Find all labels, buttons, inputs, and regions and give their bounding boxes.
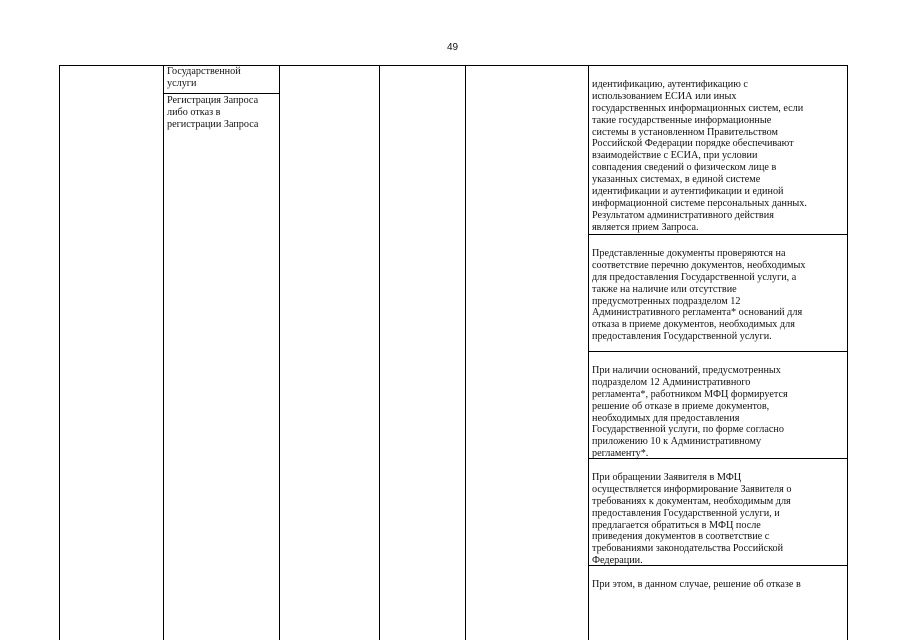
- col6-paragraph-2: Представленные документы проверяются на соответствие перечню документов, необходимых для предоставления Государственной услуги, а также на наличие или отсутствие предусмотренных подразделом 12 Административного регламента* оснований для отказа в приеме документов, необходимых для предоставления Государственной услуги.: [592, 247, 806, 343]
- column-divider-1: [163, 65, 164, 640]
- col6-divider-2: [588, 351, 847, 352]
- table-border-right: [847, 65, 848, 640]
- col6-block-5: [592, 567, 844, 603]
- document-table: [59, 65, 848, 640]
- col2-stage-name: Государственной услуги: [167, 66, 241, 89]
- column-divider-3: [379, 65, 380, 640]
- col6-block-3: [592, 353, 844, 472]
- col2-divider: [163, 93, 279, 94]
- col6-paragraph-1: идентификацию, аутентификацию с использованием ЕСИА или иных государственных информационных систем, если такие государственные информационные системы в установленном Правительством Российской Федерации порядке обеспечивают взаимодействие с ЕСИА, при условии совпадения сведений о физическом лице в указанных системах, в единой системе идентификации и аутентификации и единой информационной системе персональных данных. Результатом административного действия является прием Запроса.: [592, 78, 807, 233]
- page-number: 49: [446, 42, 459, 53]
- col6-divider-3: [588, 458, 847, 459]
- column-divider-2: [279, 65, 280, 640]
- col6-description: [592, 67, 844, 246]
- table-border-left: [59, 65, 60, 640]
- col6-paragraph-5: При этом, в данном случае, решение об отказе в: [592, 578, 801, 590]
- column-divider-5: [588, 65, 589, 640]
- col6-divider-1: [588, 234, 847, 235]
- column-divider-4: [465, 65, 466, 640]
- col2-action-name: Регистрация Запроса либо отказ в регистрации Запроса: [167, 95, 259, 130]
- col6-block-2: [592, 236, 844, 355]
- col6-paragraph-3: При наличии оснований, предусмотренных подразделом 12 Административного регламента*, работником МФЦ формируется решение об отказе в приеме документов, необходимых для предоставления Государственной услуги, по форме согласно приложению 10 к Административному регламенту*.: [592, 364, 788, 460]
- col6-block-4: [592, 460, 844, 579]
- col6-divider-4: [588, 565, 847, 566]
- col6-paragraph-4: При обращении Заявителя в МФЦ осуществляется информирование Заявителя о требованиях к документам, необходимым для предоставления Государственной услуги, и предлагается обратиться в МФЦ после приведения документов в соответствие с требованиями законодательства Российской Федерации.: [592, 471, 792, 567]
